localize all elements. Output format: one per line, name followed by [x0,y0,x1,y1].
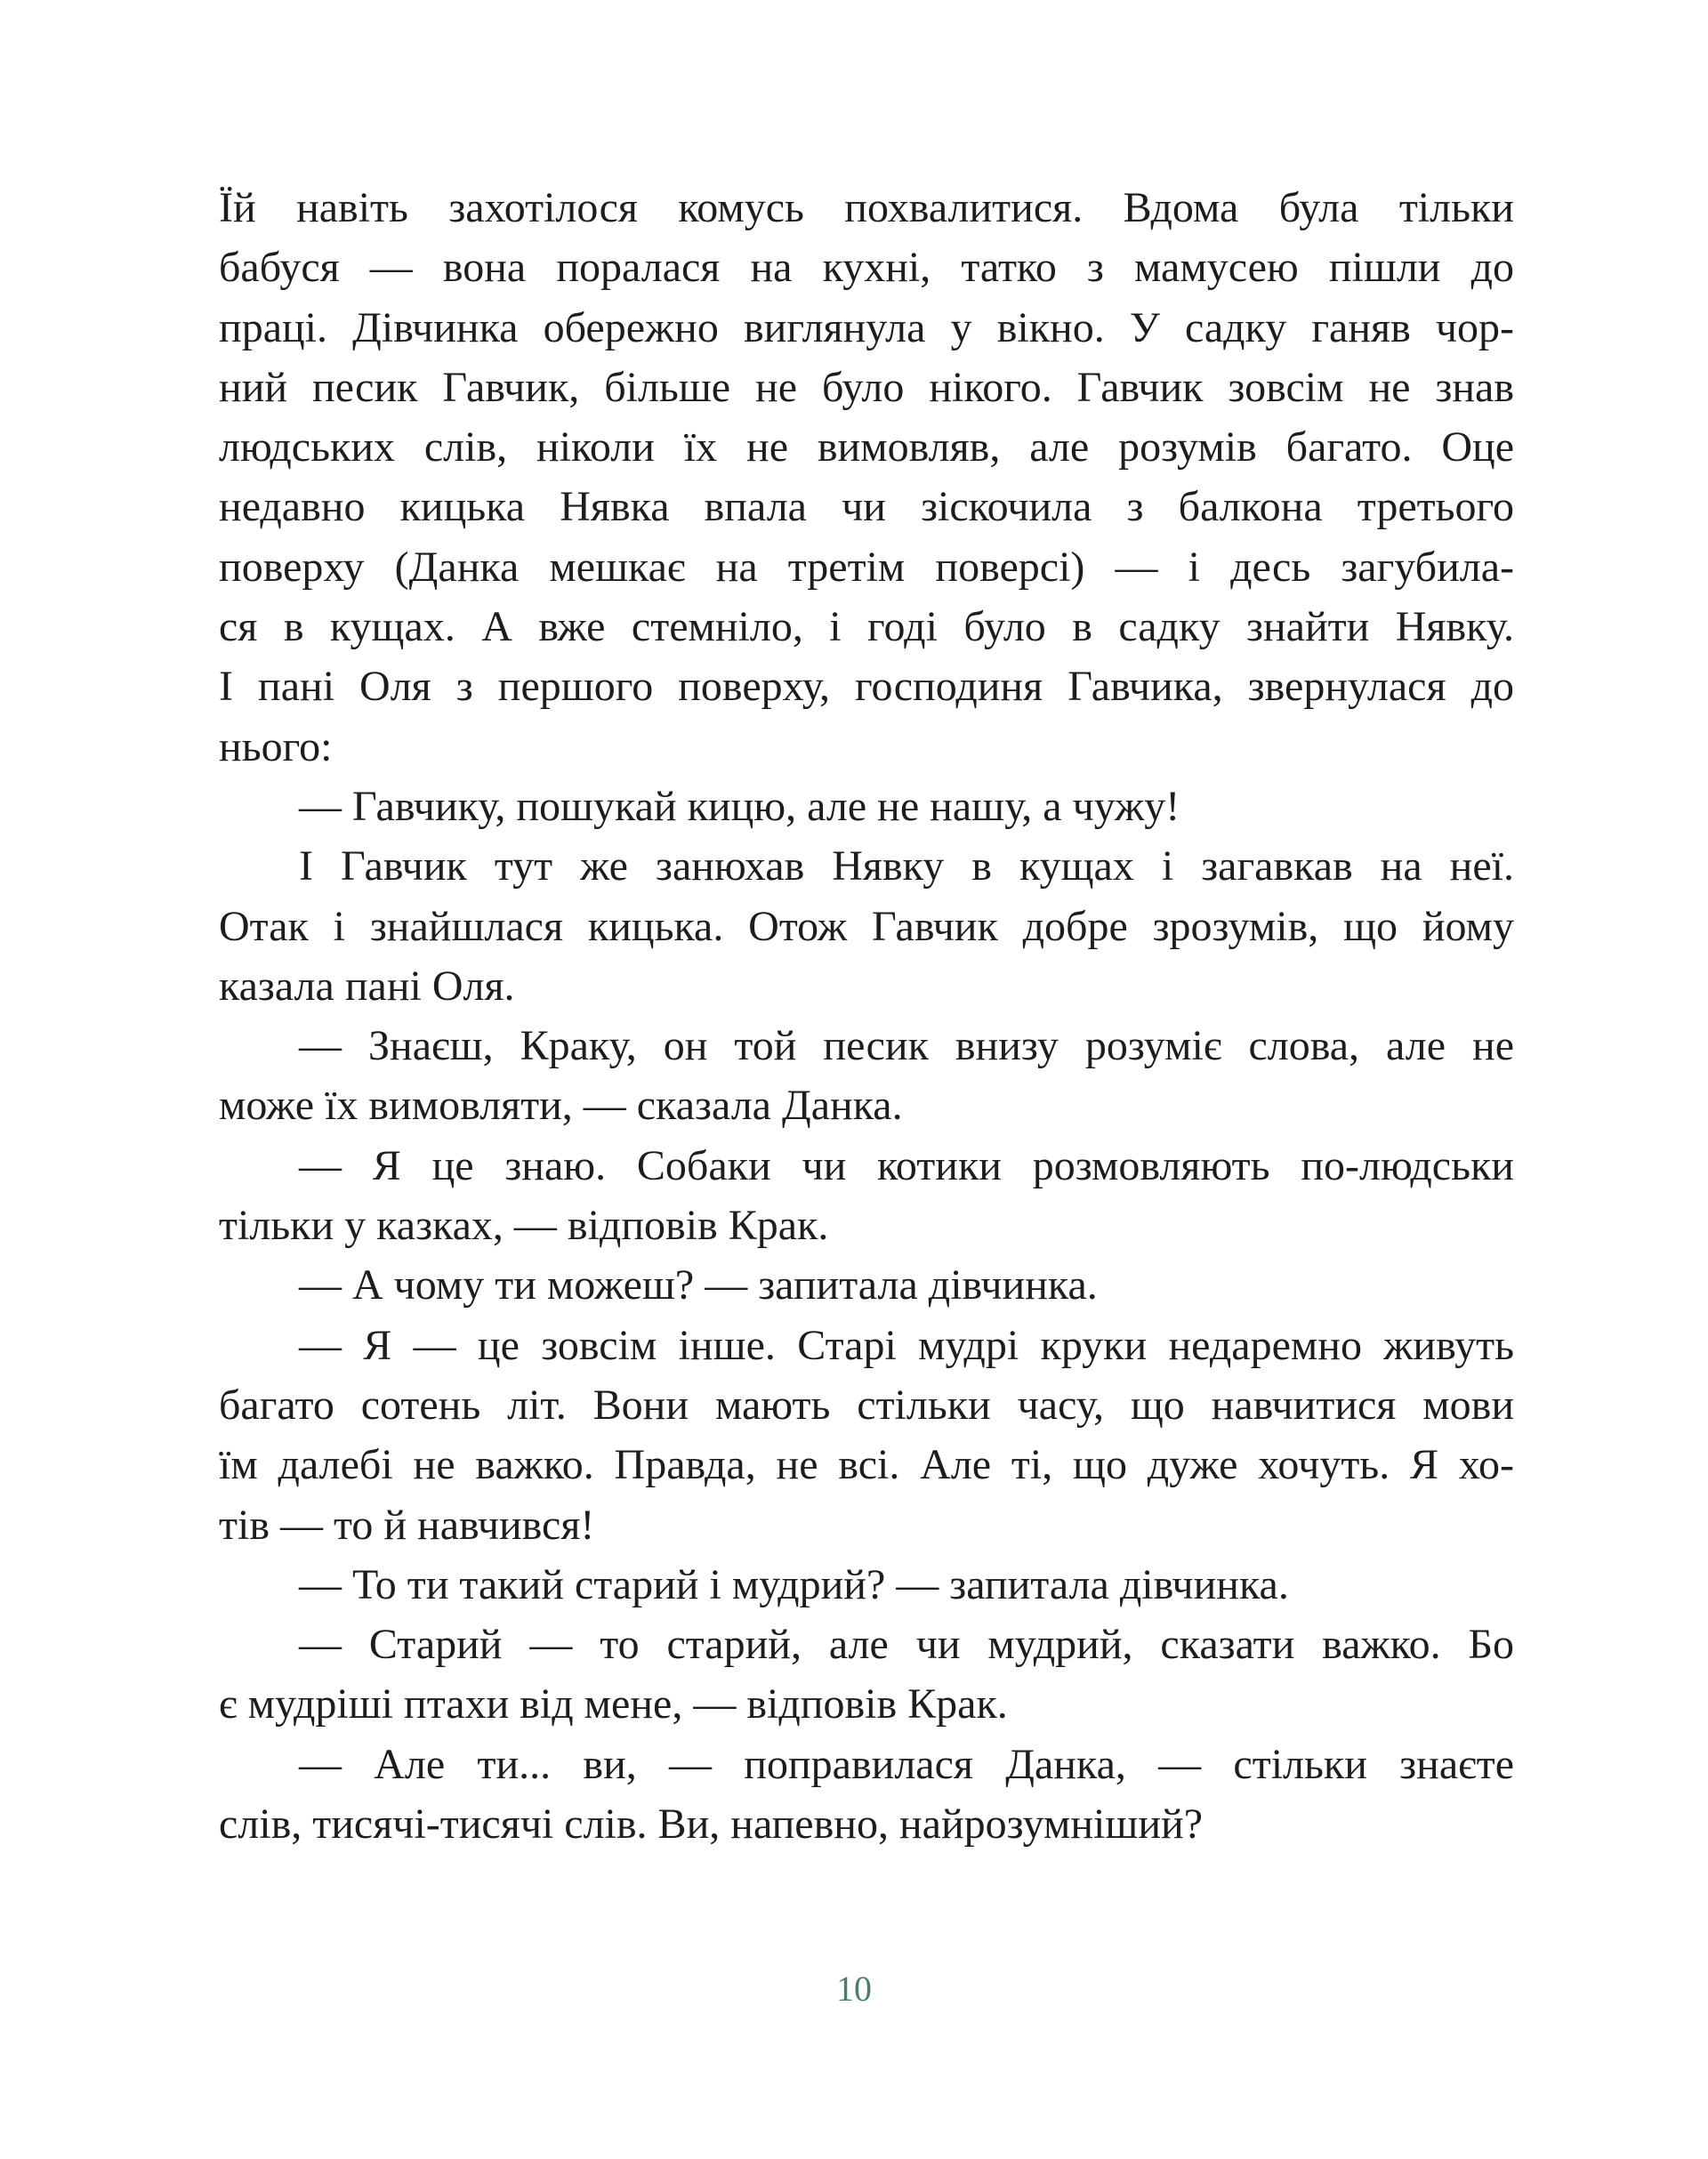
text-line: поверху (Данка мешкає на третім поверсі) — і десь загубила- [219,543,1514,591]
text-line: Отак і знайшлася кицька. Отож Гавчик добре зрозумів, що йому [219,902,1514,950]
text-line: бабуся — вона поралася на кухні, татко з мамусею пішли до [219,244,1514,292]
paragraph [219,1136,1514,1256]
text-line: нього: [219,722,333,770]
paragraph [219,178,1514,777]
paragraph [219,1555,1514,1615]
paragraph [219,1255,1514,1315]
text-line: може їх вимовляти, — сказала Данка. [219,1082,903,1130]
text-line: слів, тисячі-тисячі слів. Ви, напевно, найрозумніший? [219,1801,1203,1849]
text-line: І Гавчик тут же занюхав Нявку в кущах і загавкав на неї. [299,842,1514,890]
text-line: — Але ти... ви, — поправилася Данка, — стільки знаєте [299,1740,1514,1788]
text-line: — Старий — то старий, але чи мудрий, сказати важко. Бо [299,1621,1514,1669]
text-line: багато сотень літ. Вони мають стільки часу, що навчитися мови [219,1381,1514,1429]
paragraph [219,1016,1514,1136]
text-line: Їй навіть захотілося комусь похвалитися. Вдома була тільки [219,184,1514,231]
text-line: — Я це знаю. Собаки чи котики розмовляють по-людськи [299,1141,1514,1189]
paragraph [219,777,1514,836]
text-line: І пані Оля з першого поверху, господиня Гавчика, звернулася до [219,663,1514,711]
body-text [219,178,1514,1854]
text-line: є мудріші птахи від мене, — відповів Крак. [219,1680,1008,1728]
text-line: праці. Дівчинка обережно виглянула у вікно. У садку ганяв чор- [219,303,1514,351]
text-line: ся в кущах. А вже стемніло, і годі було в садку знайти Нявку. [219,603,1514,651]
paragraph [219,1615,1514,1735]
text-line: тів — то й навчився! [219,1501,595,1549]
text-line: тільки у казках, — відповів Крак. [219,1202,829,1250]
text-line: людських слів, ніколи їх не вимовляв, але розумів багато. Оце [219,423,1514,471]
text-line: — Гавчику, пошукай кицю, але не нашу, а чужу! [299,782,1180,830]
page-number: 10 [836,1969,872,2009]
paragraph [219,836,1514,1016]
text-line: — Я — це зовсім інше. Старі мудрі круки недаремно живуть [299,1321,1514,1369]
text-line: недавно кицька Нявка впала чи зіскочила з балкона третього [219,483,1514,531]
paragraph [219,1735,1514,1855]
text-line: казала пані Оля. [219,962,515,1010]
text-line: — То ти такий старий і мудрий? — запитала дівчинка. [299,1560,1289,1608]
text-line: ний песик Гавчик, більше не було нікого. Гавчик зовсім не знав [219,363,1514,411]
text-line: — А чому ти можеш? — запитала дівчинка. [299,1261,1098,1309]
text-line: їм далебі не важко. Правда, не всі. Але ті, що дуже хочуть. Я хо- [219,1441,1514,1489]
paragraph [219,1316,1514,1555]
text-line: — Знаєш, Краку, он той песик внизу розуміє слова, але не [299,1022,1514,1070]
